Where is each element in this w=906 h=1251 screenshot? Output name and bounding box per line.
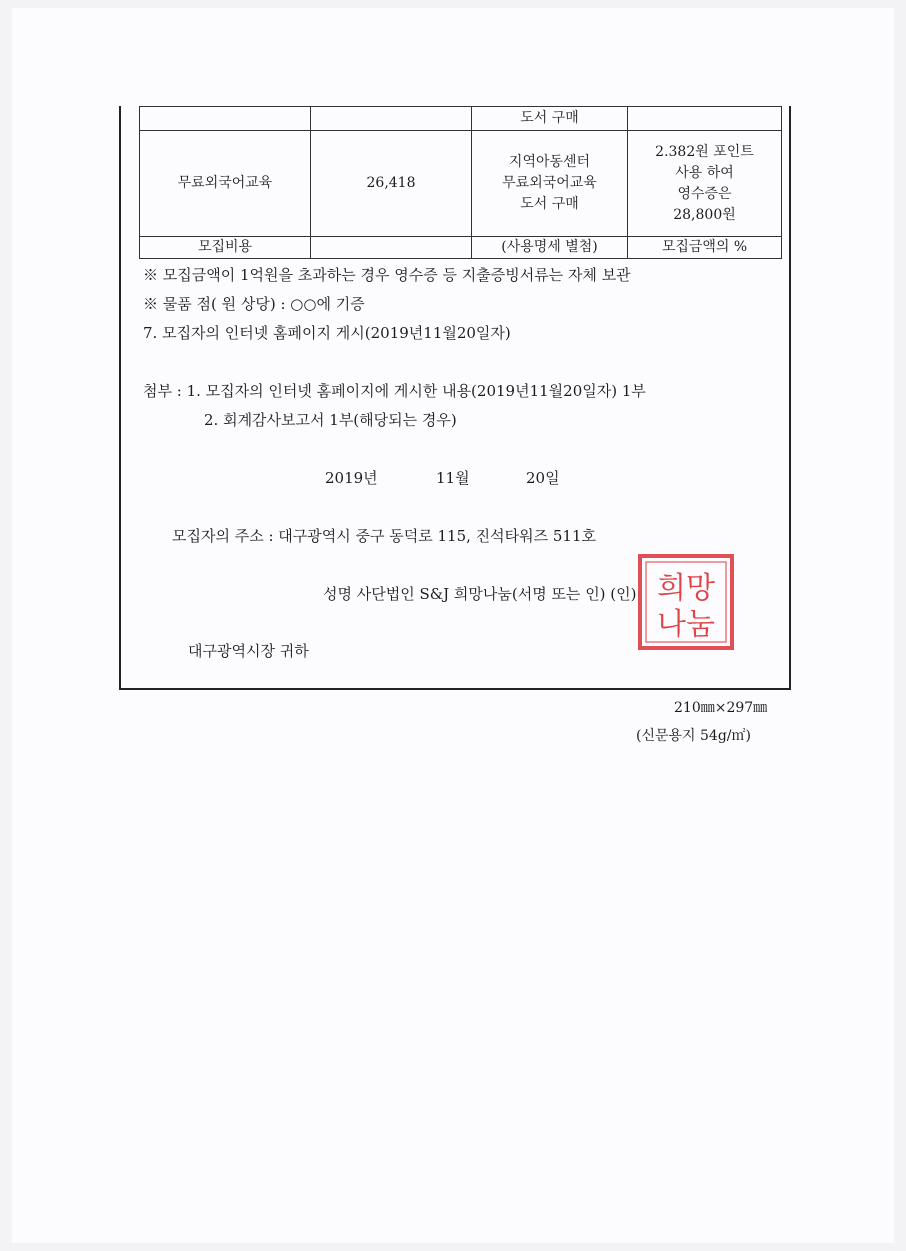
table-cell: 모집금액의 % xyxy=(628,237,782,259)
table-cell: 무료외국어교육 xyxy=(140,131,311,237)
attachment-line: 첨부 : 1. 모집자의 인터넷 홈페이지에 게시한 내용(2019년11월20일자) 1부 xyxy=(143,382,646,400)
svg-text:희망: 희망 xyxy=(657,571,715,606)
address-line: 모집자의 주소 : 대구광역시 중구 동덕로 115, 진석타워즈 511호 xyxy=(172,527,597,545)
svg-text:나눔: 나눔 xyxy=(657,607,715,642)
note-line: ※ 모집금액이 1억원을 초과하는 경우 영수증 등 지출증빙서류는 자체 보관 xyxy=(143,266,631,284)
addressee: 대구광역시장 귀하 xyxy=(188,642,309,660)
paper-spec: (신문용지 54g/㎡) xyxy=(636,728,751,744)
section-item: 7. 모집자의 인터넷 홈페이지 게시(2019년11월20일자) xyxy=(143,324,511,342)
table-cell: 지역아동센터 무료외국어교육 도서 구매 xyxy=(472,131,628,237)
paper-size: 210㎜×297㎜ xyxy=(674,700,768,716)
date-month: 11월 xyxy=(436,469,470,487)
date-day: 20일 xyxy=(526,469,560,487)
name-line: 성명 사단법인 S&J 희망나눔(서명 또는 인) (인) xyxy=(323,585,637,603)
table-cell: 26,418 xyxy=(311,131,472,237)
table-row xyxy=(140,237,782,259)
table-row xyxy=(140,131,782,237)
date-year: 2019년 xyxy=(325,469,378,487)
table-row xyxy=(140,107,782,131)
table-cell: 도서 구매 xyxy=(472,107,628,131)
table-cell: 모집비용 xyxy=(140,237,311,259)
table-cell: (사용명세 별첨) xyxy=(472,237,628,259)
attachment-line: 2. 회계감사보고서 1부(해당되는 경우) xyxy=(204,411,457,429)
seal-stamp xyxy=(636,552,736,652)
expense-table xyxy=(139,106,782,259)
table-cell: 2.382원 포인트 사용 하여 영수증은 28,800원 xyxy=(628,131,782,237)
note-line: ※ 물품 점( 원 상당) : ○○에 기증 xyxy=(143,295,365,313)
